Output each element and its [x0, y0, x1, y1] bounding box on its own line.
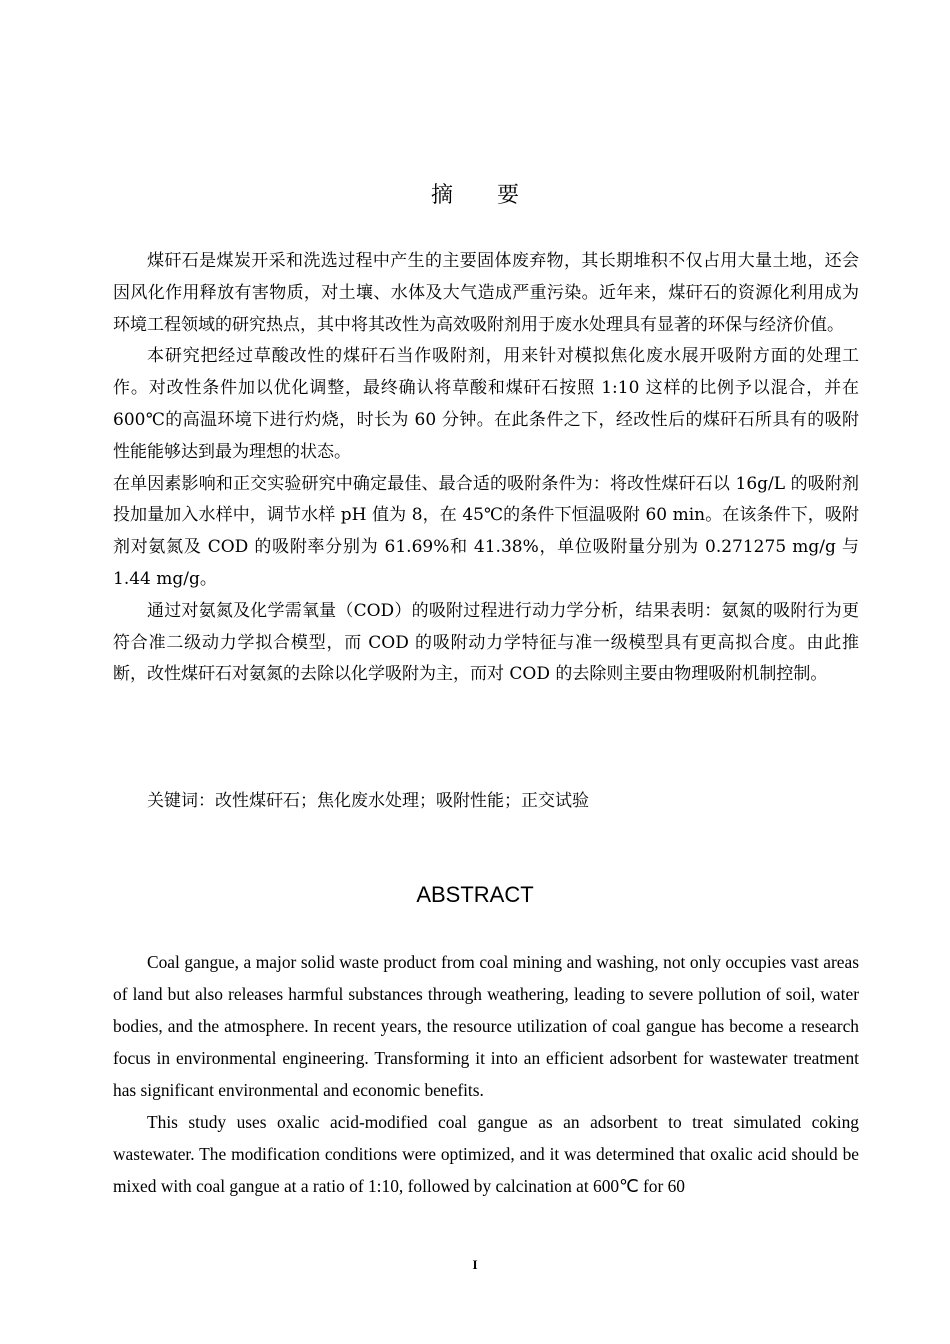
abstract-en-paragraph-2: This study uses oxalic acid-modified coal gangue as an adsorbent to treat simulated coking wastewater. The modification conditions were optimized, and it was determined that oxalic acid should be mixed with coal gangue at a ratio of 1:10, followed by calcination at 600℃ for 60: [113, 1112, 859, 1196]
abstract-cn-paragraph-4: 通过对氨氮及化学需氧量（COD）的吸附过程进行动力学分析，结果表明：氨氮的吸附行为更符合准二级动力学拟合模型，而 COD 的吸附动力学特征与准一级模型具有更高拟合度。由此推断，改性煤矸石对氨氮的去除以化学吸附为主，而对 COD 的去除则主要由物理吸附机制控制。: [113, 600, 859, 685]
abstract-cn-title-left: 摘: [430, 183, 453, 208]
abstract-cn-paragraph-2: 本研究把经过草酸改性的煤矸石当作吸附剂，用来针对模拟焦化废水展开吸附方面的处理工作。对改性条件加以优化调整，最终确认将草酸和煤矸石按照 1:10 这样的比例予以混合，并在 600℃的高温环境下进行灼烧，时长为 60 分钟。在此条件之下，经改性后的煤矸石所具有的吸附性能能够达到最为理想的状态。: [113, 346, 859, 462]
abstract-cn-paragraph-3: 在单因素影响和正交实验研究中确定最佳、最合适的吸附条件为：将改性煤矸石以 16g/L 的吸附剂投加量加入水样中，调节水样 pH 值为 8，在 45℃的条件下恒温吸附 60 min。在该条件下，吸附剂对氨氮及 COD 的吸附率分别为 61.69%和 41.38%，单位吸附量分别为 0.271275 mg/g 与 1.44 mg/g。: [113, 473, 859, 589]
abstract-cn-title-right: 要: [497, 183, 520, 208]
abstract-cn-title: [0, 178, 950, 209]
keywords-label: 关键词：: [147, 791, 215, 811]
abstract-cn-paragraph-1: 煤矸石是煤炭开采和洗选过程中产生的主要固体废弃物，其长期堆积不仅占用大量土地，还会因风化作用释放有害物质，对土壤、水体及大气造成严重污染。近年来，煤矸石的资源化利用成为环境工程领域的研究热点，其中将其改性为高效吸附剂用于废水处理具有显著的环保与经济价值。: [113, 251, 859, 335]
abstract-en-paragraph-1: Coal gangue, a major solid waste product from coal mining and washing, not only occupies vast areas of land but also releases harmful substances through weathering, leading to severe pollution of soil, water bodies, and the atmosphere. In recent years, the resource utilization of coal gangue has become a research focus in environmental engineering. Transforming it into an efficient adsorbent for wastewater treatment has significant environmental and economic benefits.: [113, 952, 859, 1100]
abstract-cn-body: [113, 246, 859, 691]
abstract-en-title: ABSTRACT: [416, 882, 534, 907]
keywords-text: 改性煤矸石；焦化废水处理；吸附性能；正交试验: [215, 791, 589, 811]
abstract-en-body: [113, 946, 859, 1202]
keywords-line: [147, 786, 589, 818]
page-number: I: [472, 1257, 478, 1272]
